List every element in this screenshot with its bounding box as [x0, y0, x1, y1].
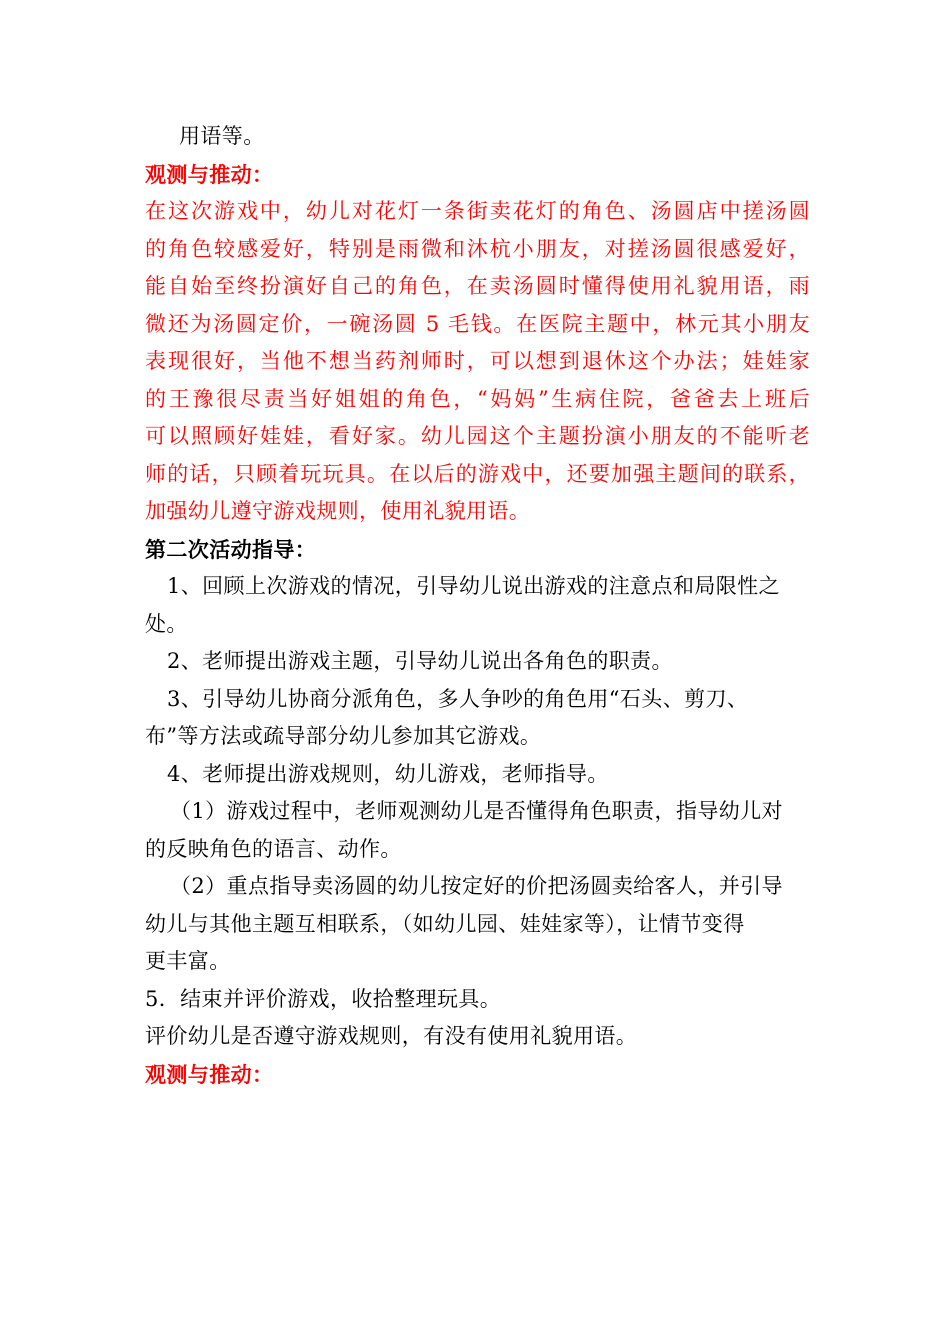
- observation-paragraph-line: 微还为汤圆定价，一碗汤圆 5 毛钱。在医院主题中，林元其小朋友: [145, 311, 810, 336]
- step-item-continuation: 处。: [145, 611, 188, 636]
- section-heading: 观测与推动：: [145, 161, 274, 187]
- observation-paragraph-line: 在这次游戏中，幼儿对花灯一条街卖花灯的角色、汤圆店中搓汤圆: [145, 199, 810, 223]
- sub-step-item: （1）游戏过程中，老师观测幼儿是否懂得角色职责，指导幼儿对: [170, 799, 783, 823]
- step-item: 3、引导幼儿协商分派角色，多人争吵的角色用“石头、剪刀、: [167, 686, 749, 711]
- step-item: 1、回顾上次游戏的情况，引导幼儿说出游戏的注意点和局限性之: [167, 574, 780, 598]
- observation-paragraph-line: 表现很好，当他不想当药剂师时，可以想到退休这个办法；娃娃家: [145, 349, 810, 373]
- step-item: 5．结束并评价游戏，收拾整理玩具。: [145, 986, 502, 1011]
- observation-paragraph-line: 的王豫很尽责当好姐姐的角色，“妈妈”生病住院，爸爸去上班后: [145, 386, 810, 411]
- step-item: 4、老师提出游戏规则，幼儿游戏，老师指导。: [167, 761, 609, 786]
- observation-paragraph-line: 可以照顾好娃娃，看好家。幼儿园这个主题扮演小朋友的不能听老: [145, 424, 810, 448]
- step-item: 2、老师提出游戏主题，引导幼儿说出各角色的职责。: [167, 649, 673, 673]
- sub-step-item: （2）重点指导卖汤圆的幼儿按定好的价把汤圆卖给客人，并引导: [170, 874, 783, 898]
- observation-paragraph-line: 加强幼儿遵守游戏规则，使用礼貌用语。: [145, 499, 531, 523]
- observation-paragraph-line: 的角色较感爱好，特别是雨微和沐杭小朋友，对搓汤圆很感爱好，: [145, 236, 810, 261]
- sub-step-continuation: 幼儿与其他主题互相联系，（如幼儿园、娃娃家等），让情节变得: [145, 911, 745, 936]
- section-heading: 第二次活动指导：: [145, 536, 317, 562]
- text-line: 用语等。: [179, 124, 265, 148]
- step-item-continuation: 布”等方法或疏导部分幼儿参加其它游戏。: [145, 724, 542, 748]
- observation-paragraph-line: 师的话，只顾着玩玩具。在以后的游戏中，还要加强主题间的联系，: [145, 461, 810, 486]
- sub-step-continuation: 更丰富。: [145, 949, 231, 973]
- section-heading: 观测与推动：: [145, 1061, 274, 1087]
- document-page: [145, 118, 825, 1093]
- text-line: 评价幼儿是否遵守游戏规则，有没有使用礼貌用语。: [145, 1024, 638, 1048]
- observation-paragraph-line: 能自始至终扮演好自己的角色，在卖汤圆时懂得使用礼貌用语，雨: [145, 274, 810, 298]
- sub-step-continuation: 的反映角色的语言、动作。: [145, 836, 402, 861]
